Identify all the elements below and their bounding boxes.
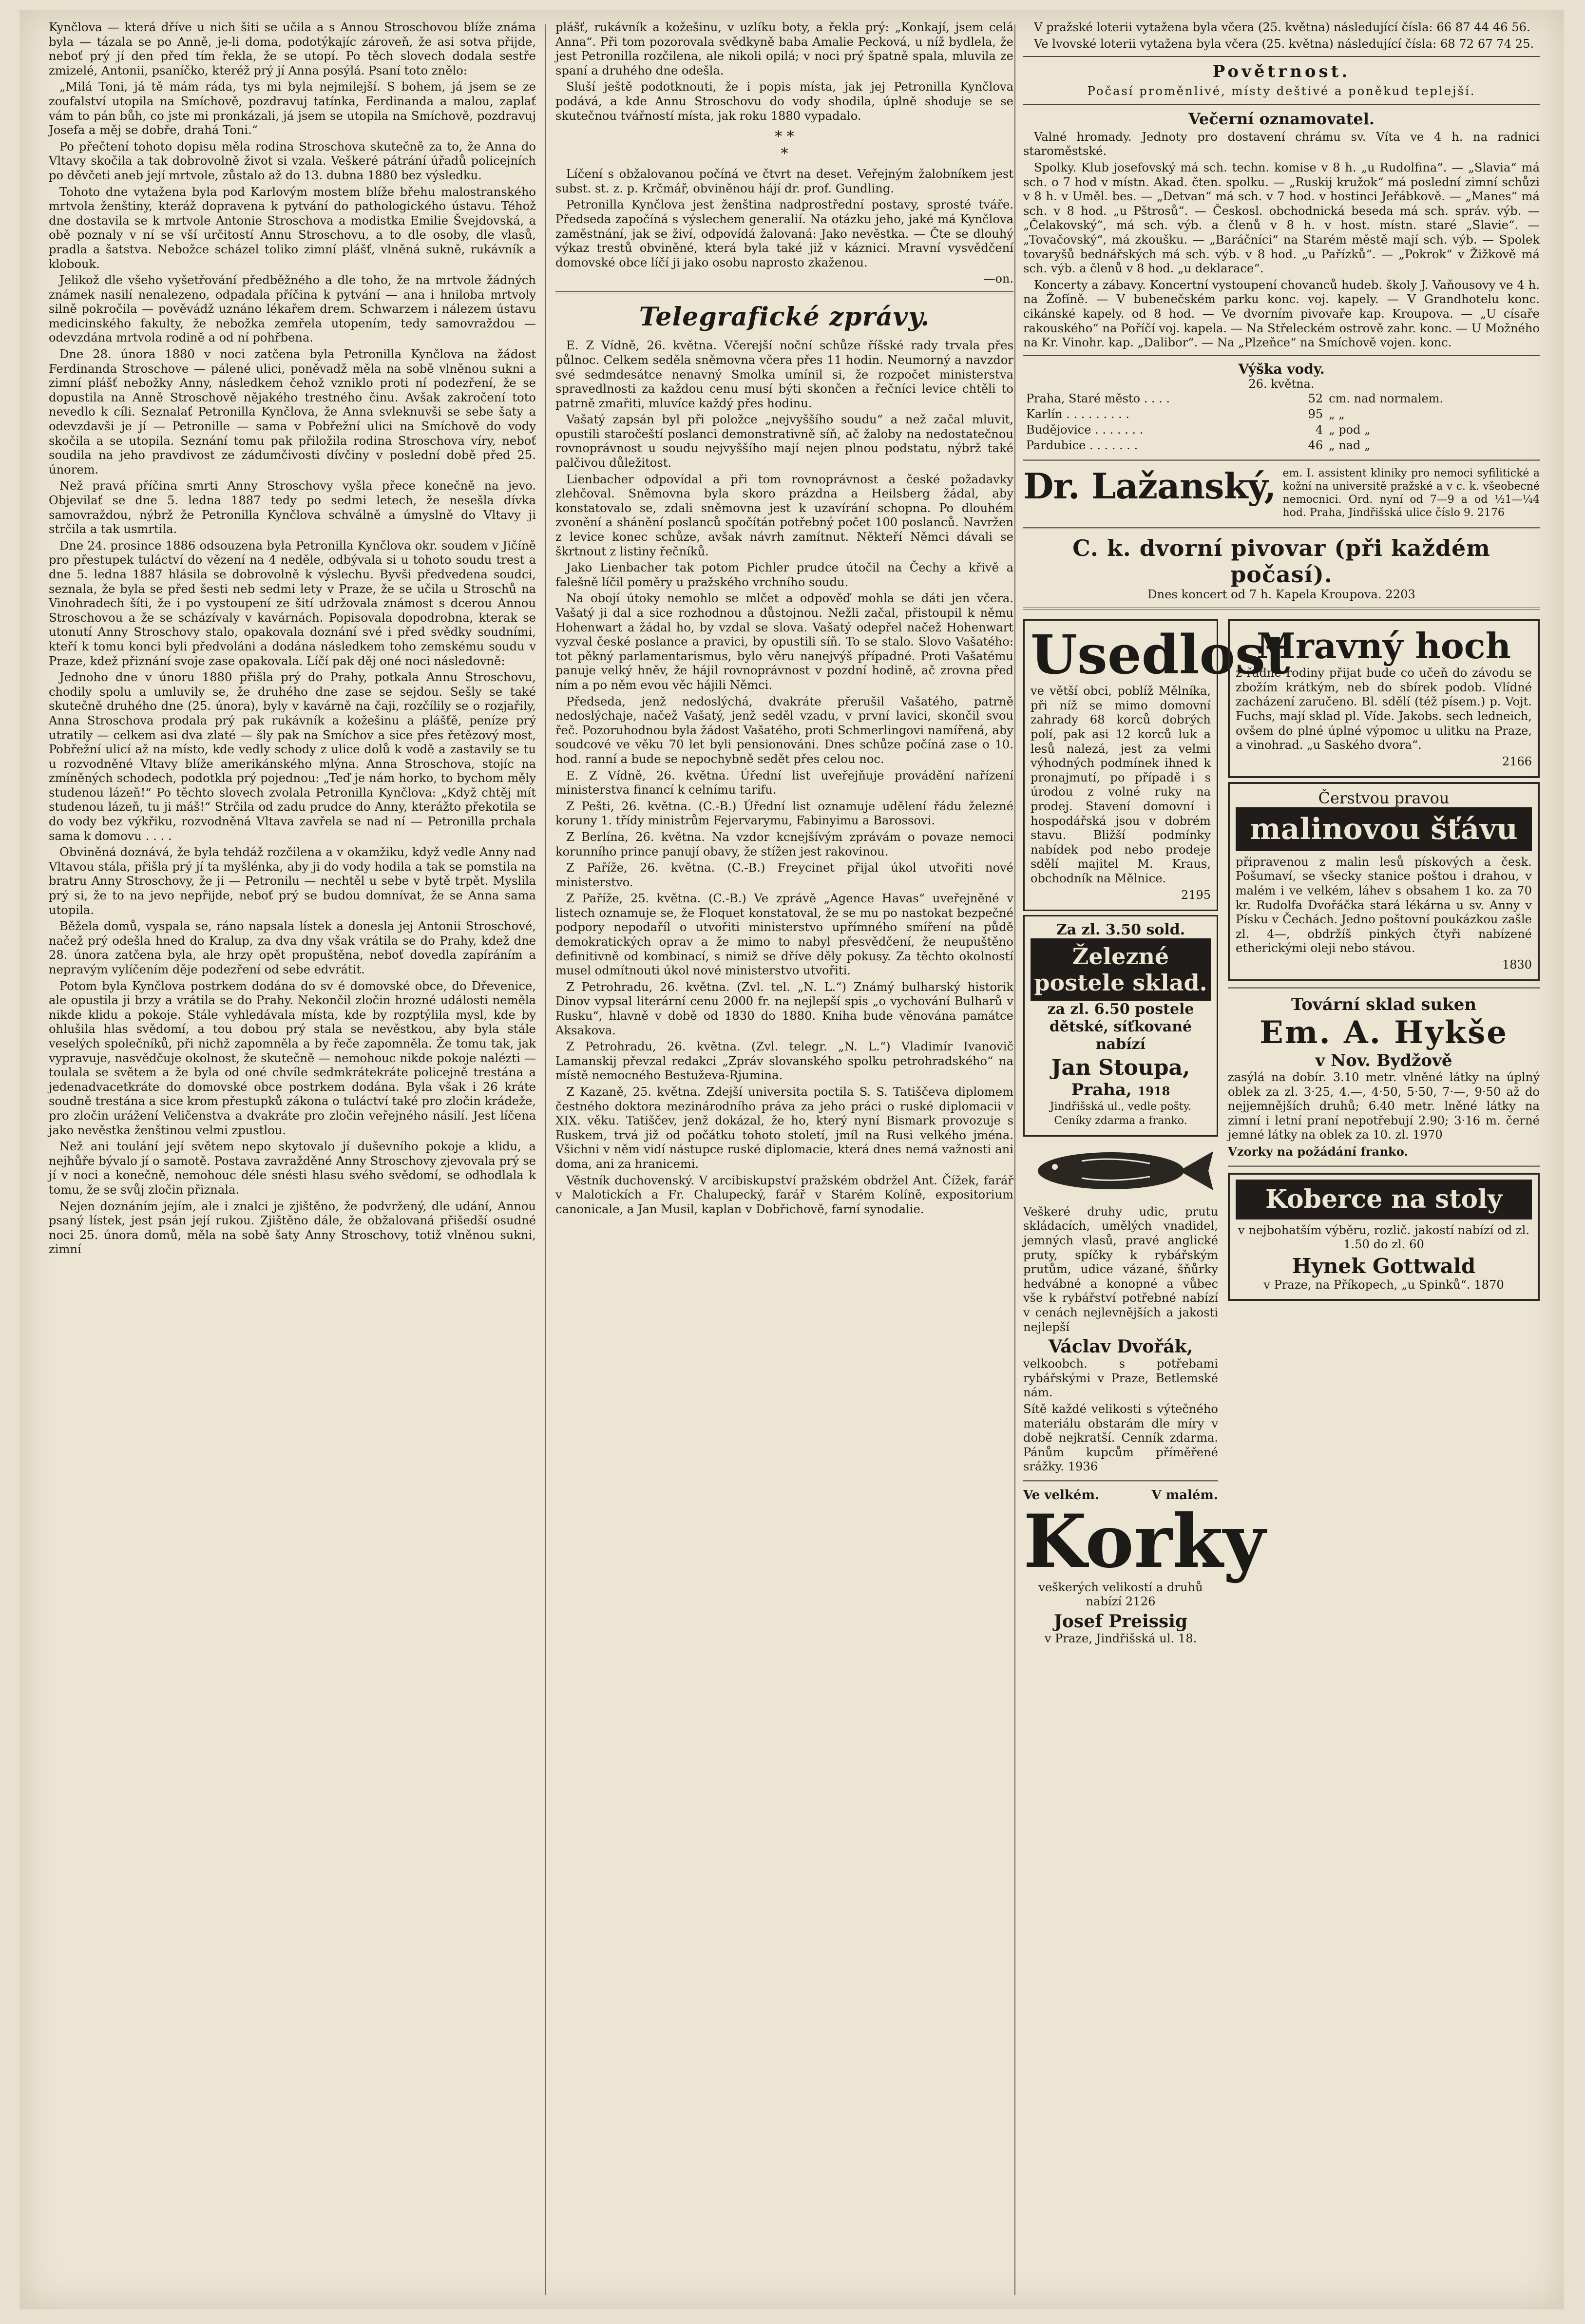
article-paragraph: Obviněná doznává, že byla tehdáž rozčilena a v okamžiku, když vedle Anny nad Vltavou stála, přišla prý jí ta myšlénka, aby ji do vody hodila a tak se pomstila na bratru Anny Stroschovy, že ji — Petronilu — nechtěl u sebe v bytě trpět. Myslila prý si, že to na jevo nepřijde, neboť prý se budou domnívat, že se Anna sama utopila. <box>49 845 536 917</box>
water-level-cell: 95 <box>1308 407 1323 421</box>
ad-sukna-name: Em. A. Hykše <box>1259 1014 1509 1051</box>
article-paragraph: Petronilla Kynčlova jest ženština nadprostřední postavy, sprosté tváře. Předseda započíná s výslechem generalií. Na otázku jeho, jaké má Kynčlova zaměstnání, jak se živí, odpovídá žalovaná: Jako nevěstka. — Čte se dlouhý výkaz trestů obviněné, která byla také již v káznici. Mravní vysvědčení domovské obce líčí ji jako osobu naprosto zkaženou. <box>555 198 1013 269</box>
ads-subcolumn-right <box>1228 615 1540 1305</box>
water-level-cell: 52 <box>1308 391 1323 405</box>
column-left <box>49 20 536 1259</box>
ad-postele-address: Jindřišská ul., vedle pošty. Ceníky zdarma a franko. <box>1050 1100 1192 1127</box>
ad-koberce-text: v nejbohatším výběru, rozlič. jakostí nabízí od zl. 1.50 do zl. 60 <box>1238 1223 1530 1252</box>
notice-paragraph: Koncerty a zábavy. Koncertní vystoupení chovanců hudeb. školy J. Vaňousovy ve 4 h. na Žofíně. — V bubenečském parku konc. voj. kapely. — V Grandhotelu konc. cikánské kapely. od 8 hod. — Ve dvorním pivovaře kap. Kroupova. — „U císaře rakouského“ na Poříčí voj. kapela. — Na Střeleckém ostrově zahr. konc. — U Možného na Kr. Vinohr. kap. „Dalibor“. — Na „Plzeňce“ na Smíchově vojen. konc. <box>1023 278 1540 350</box>
telegram-paragraph: Z Petrohradu, 26. května. (Zvl. tel. „N. L.“) Známý bulharský historik Dinov vypsal literární cenu 2000 fr. na nejlepší spis „o vychování Bulharů v Rusku“, hlavně v době od 1830 do 1880. Kniha bude věnována památce Aksakova. <box>555 980 1013 1037</box>
ad-postele-text: za zl. 6.50 postele dětské, síťkované nabízí <box>1047 1000 1194 1053</box>
divider <box>1023 608 1540 610</box>
article-paragraph: plášť, rukávník a kožešinu, v uzlíku boty, a řekla prý: „Konkají, jsem celá Anna“. Při tom pozorovala svědkyně baba Amalie Pecková, u níž bydlela, že jest Petronilla rozčilena, ale nikoli opilá; v noci prý špatně spala, mluvila ze spaní a druhého dne odešla. <box>555 20 1013 77</box>
ad-koberce-title: Koberce na stoly <box>1236 1180 1532 1219</box>
water-level-cell: Budějovice . . . . . . . <box>1026 422 1144 437</box>
ad-sukna-city: v Nov. Bydžově <box>1315 1051 1452 1070</box>
weather-text: Počasí proměnlivé, místy deštivé a poněkud teplejší. <box>1087 84 1476 98</box>
evening-notices-title: Večerní oznamovatel. <box>1188 109 1375 128</box>
water-level-cell: Karlín . . . . . . . . . <box>1026 407 1129 421</box>
ad-usedlost <box>1023 619 1290 911</box>
telegram-paragraph: E. Z Vídně, 26. května. Úřední list uveřejňuje provádění nařízení ministerstva financí k celnímu tarifu. <box>555 768 1013 797</box>
divider <box>1023 1480 1218 1482</box>
ad-hoch-title: Mravný hoch <box>1257 625 1511 667</box>
ad-korky-text: veškerých velikostí a druhů nabízí 2126 <box>1038 1580 1203 1609</box>
evening-notices <box>1023 130 1540 350</box>
divider <box>1023 56 1540 57</box>
ad-stava-text: připravenou z malin lesů pískových a česk. Pošumaví, se všecky stanice poštou i drahou, v malém i ve velkém, láhev s obsahem 1 ko. za 70 kr. Rudolfa Dvořáčka stará lékárna u sv. Anny v Písku v Čechách. Jedno poštovní poukázkou zašle zl. 4—, obdržíš pinkých čtyři nabízené etherickými oleji nebo stávou. <box>1236 855 1532 955</box>
telegram-paragraph: Z Pešti, 26. května. (C.-B.) Úřední list oznamuje udělení řádu železné koruny 1. třídy ministrům Fejervarymu, Fabinyimu a Barossovi. <box>555 799 1013 828</box>
ads-grid <box>1023 615 1540 2077</box>
ad-udice-name: Václav Dvořák, <box>1048 1336 1193 1357</box>
ad-sukna-text: zasýlá na dobír. 3.10 metr. vlněné látky na úplný oblek za zl. 3·25, 4.—, 4·50, 5·50, 7·—, 9·50 až do nejjemnějších druhů; 6.40 metr. lněné látky na zimní i letní praní nepotřebují 2.90; 3·16 m. černé jemné látky na oblek za 10. zl. 1970 <box>1228 1070 1540 1142</box>
article-paragraph: Po přečtení tohoto dopisu měla rodina Stroschova skutečně za to, že Anna do Vltavy skočila a tak dobrovolně život si vzala. Veškeré pátrání úřadů policejních po děvčeti aneb její mrtvole, zůstalo až do 13. dubna 1880 bez výsledku. <box>49 139 536 182</box>
notice-paragraph: Spolky. Klub josefovský má sch. techn. komise v 8 h. „u Rudolfina“. — „Slavia“ má sch. o 7 hod v místn. Akad. čten. spolku. — „Ruskij kružok“ má poslední zimní schůzi v 8 h. v Uměl. bes. — „Detvan“ má sch. v 7 hod. v hostinci Jeřábkově. — „Manes“ má sch. v 8 hod. „u Pštrosů“. — Českosl. obchodnická beseda má sch. správ. výb. — „Čelakovský“, má sch. výb. a členů v 8 h. v host. místn. staré „Slavie“. — „Tovačovský“, má zkoušku. — „Baráčníci“ na Starém městě mají sch. výb. — Spolek tovaryšů bednářských má sch. výb. v 8 hod. „u Pařízků“. — „Pokrok“ v Žižkově má sch. výb. a členů v 8 hod. „u deklarace“. <box>1023 160 1540 276</box>
telegram-paragraph: Z Kazaně, 25. května. Zdejší universita poctila S. S. Tatiščeva diplomem čestného doktora mezinárodního práva za jeho práci o ruské diplomacii v XIX. věku. Tatiščev, jenž dokázal, že ho, který nyní Bismark provozuje s Ruskem, trvá již od počátku tohoto století, jmíl na Rusi velkého jména. Všichni v něm vidí nástupce ruské diplomacie, která dnes nemá važnosti ani doma, ani za hranicemi. <box>555 1085 1013 1171</box>
article-paragraph: Dne 24. prosince 1886 odsouzena byla Petronilla Kynčlova okr. soudem v Jičíně pro přestupek tuláctví do vězení na 4 neděle, odbývala si u tohoto soudu trest a dne 5. ledna 1887 hlásila se dobrovolně k výslechu. Byvši předvedena soudci, seznala, že byla se před šesti neb sedmi lety v Praze, že se učila u Stroschů na Vinohradech šíti, že i po vystoupení ze šití udržovala známost s dcerou Annou Stroschovou a že se scházívaly v kavárnách. Popisovala dopodrobna, kterak se utonutí Anny Stroschovy stalo, opakovala doznání své i před svědky soudními, kteří k tomu konci byli předvoláni a dodána následkem toho zemskému soudu v Praze, kdež přiznání svoje zase opakovala. Líčí pak děj oné noci následovně: <box>49 538 536 668</box>
telegram-paragraph: Z Paříže, 25. května. (C.-B.) Ve zprávě „Agence Havas“ uveřejněné v listech oznamuje se, že Floquet konstatoval, že se mu po nastokat bezpečné podpory nepodaříl o utvořiti ministerstvo upřímného smíření na půdě demokratických oprav a že mimo to nabyl přesvědčení, že neupuštěno definitivně od kombinací, s nimiž se dříve děly pokusy. Za těchto okolností musel odmítnouti úkol nové ministerstvo utvořiti. <box>555 892 1013 978</box>
divider <box>1023 104 1540 105</box>
ad-lazansky-name: Dr. Lažanský, <box>1023 465 1276 507</box>
article-paragraph: Dne 28. února 1880 v noci zatčena byla Petronilla Kynčlova na žádost Ferdinanda Stroschove — pálené ulici, poněvadž měla na sobě vlněnou sukni a zimní plášť nebožky Anny, následkem čehož vzniklo proti ní podezření, že se dopustila na Anně Stroschově nějakého trestného činu. Avšak zakročení toto nevedlo k cíli. Seznalať Petronilla Kynčlova, že Anna svleknuvši se sebe šaty a odevzdavši je jí — Petronille — sama v Pobřežní ulici na Smíchově do vody skočila a se utopila. Seznání tomu pak přiložila rodina Stroschova víry, neboť soudila na jeho pravdivost ze zádumčivosti dívčiny v poslední době před 25. únorem. <box>49 347 536 476</box>
ad-korky-title: Korky <box>1023 1498 1266 1584</box>
article-paragraph: Kynčlova — která dříve u nich šiti se učila a s Annou Stroschovou blíže známa byla — tázala se po Anně, je-li doma, podotýkajíc zároveň, že asi sotva přijde, neboť prý jí den před tím řekla, že se utopí. Po těch slovech dodala sestře zmizelé, Antonii, psaníčko, kteréž prý jí Anna posýlá. Psaní toto znělo: <box>49 20 536 77</box>
section-stars: * * * <box>775 128 794 163</box>
water-level-table <box>1023 391 1540 453</box>
article-paragraph: Líčení s obžalovanou počíná ve čtvrt na deset. Veřejným žalobníkem jest subst. st. z. p. Krčmář, obviněnou hájí dr. prof. Gundling. <box>555 167 1013 195</box>
telegram-paragraph: Z Berlína, 26. května. Na vzdor kcnejšívým zprávám o povaze nemoci korunního prince panují obavy, že stížen jest rakovinou. <box>555 830 1013 858</box>
water-level-row <box>1023 438 1540 453</box>
telegram-paragraph: Jako Lienbacher tak potom Pichler prudce útočil na Čechy a křivě a falešně líčil poměry u pražského vrchního soudu. <box>555 561 1013 589</box>
water-level-cell: „ nad „ <box>1329 438 1371 452</box>
divider <box>555 291 1013 293</box>
ad-usedlost-num: 2195 <box>1181 888 1211 902</box>
fish-icon <box>1023 1142 1218 1200</box>
telegrams <box>555 339 1013 1217</box>
ad-hoch-text: z řádné rodiny přijat bude co učeň do závodu se zbožím krátkým, neb do sbírek podob. Vlídné zacházení zaručeno. Bl. sdělí (též písem.) p. Vojt. Fuchs, mají sklad pl. Víde. Jakobs. sech ledneich, ovšem do plné úplné výpomoc u ulitku na Praze, a vinohrad. „u Saského dvora“. <box>1236 666 1532 752</box>
trial-report <box>555 167 1013 270</box>
notice-paragraph: Valné hromady. Jednoty pro dostavení chrámu sv. Víta ve 4 h. na radnici staroměstské. <box>1023 130 1540 158</box>
ad-postele-title: Železné postele sklad. <box>1031 938 1211 1001</box>
ad-postele-city: Praha, 1918 <box>1071 1080 1170 1100</box>
ad-postele-name: Jan Stoupa, <box>1051 1055 1190 1080</box>
ad-lazansky <box>1023 467 1540 521</box>
lottery-paragraph: Ve lvovské loterii vytažena byla včera (25. května) následující čísla: 68 72 67 74 25. <box>1034 37 1534 51</box>
article-paragraph: Než ani toulání její světem nepo skytovalo jí duševního pokoje a klidu, a nejhůře bývalo jí o samotě. Postava zavražděné Anny Stroschovy zjevovala prý se jí v noci a konečně, nemohouc déle snésti hlasu svého svědomí, se odhodlala k tomu, že se svůj zločin přiznala. <box>49 1140 536 1197</box>
divider <box>1228 1165 1540 1167</box>
ad-koberce-name: Hynek Gottwald <box>1292 1254 1476 1278</box>
water-level-row <box>1023 406 1540 422</box>
article-paragraph: Sluší ještě podotknouti, že i popis místa, jak jej Petronilla Kynčlova podává, a kde Annu Stroschovu do vody shodila, úplně shoduje se se skutečnou tvářností místa, jak roku 1880 vypadalo. <box>555 80 1013 123</box>
telegram-paragraph: Na obojí útoky nemohlo se mlčet a odpověď mohla se dáti jen včera. Vašatý ji dal a sice rozhodnou a důstojnou. Nežli začal, přistoupil k němu Hohenwart a žádal ho, by vzdal se slova. Vašatý odepřel načež Hohenwart vyzval české poslance a pravici, by opustili síň. To se stalo. Slovo Vašatého: tot pěkný parlamentarismus, bylo věru nanejvýš případné. Proti Vašatému panuje velký hněv, že hájil rovnoprávnost v pozdní hodině, ač zrovna před ním a po něm evou věc hájili Němci. <box>555 591 1013 692</box>
ad-korky-header: Ve velkém. V malém. <box>1023 1487 1218 1503</box>
column-rule <box>545 24 546 2295</box>
ad-stava-num: 1830 <box>1502 958 1532 972</box>
water-level-cell: „ pod „ <box>1329 422 1371 437</box>
ad-korky-address: v Praze, Jindřišská ul. 18. <box>1044 1632 1197 1646</box>
ad-lazansky-text: em. I. assistent kliniky pro nemoci syfilitické a kožní na universitě pražské a v c. k. všeobecné nemocnici. Ord. nyní od 7—9 a od ½1—¼4 hod. Praha, Jindřišská ulice číslo 9. 2176 <box>1282 467 1540 519</box>
water-level-row <box>1023 391 1540 406</box>
article-paragraph: „Milá Toni, já tě mám ráda, tys mi byla nejmilejší. S bohem, já jsem se ze zoufalství utopila na Smíchově, pozdravuj tatínka, Ferdinanda a malou, zaplať vám to pán bůh, co jste mi pronkázali, já jsem se utopila na Smíchově, pozdravuj Josefa a měj se dobře, drahá Toni.“ <box>49 80 536 137</box>
water-level-cell: „ „ <box>1329 407 1345 421</box>
ad-hoch <box>1228 619 1540 778</box>
lottery-paragraph: V pražské loterii vytažena byla včera (25. května) následující čísla: 66 87 44 46 56. <box>1034 20 1530 34</box>
article-paragraph: Tohoto dne vytažena byla pod Karlovým mostem blíže břehu malostranského mrtvola ženštiny, kteráž dopravena k pytvání do pathologického ústavu. Téhož dne dostavila se k mrtvole Antonie Stroschova a modistka Emilie Švejdovská, a obě poznaly v ní se vší určitostí Annu Stroschovu, a to dle osoby, dle vlasů, pradla a šatstva. Nebožce scházel toliko zimní plášť, vlněná sukně, rukávník a klobouk. <box>49 185 536 271</box>
article-paragraph: Běžela domů, vyspala se, ráno napsala lístek a donesla jej Antonii Stroschové, načež prý odešla hned do Kralup, za dva dny však vrátila se do Prahy, kdež dne 28. února zatčena byla, ale hrzy opět propuštěna, neboť dovedla zapíráním a nepravým vylíčením děje podezření od sebe edvrátit. <box>49 919 536 976</box>
lottery-results <box>1023 20 1540 51</box>
divider <box>1023 355 1540 356</box>
telegram-paragraph: Předseda, jenž nedoslýchá, dvakráte přerušil Vašatého, patrně nedoslýchaje, načež Vašatý, jenž seděl vzadu, v první lavici, skončil svou řeč. Pozoruhodnou byla žádost Vašatého, proti Schmerlingovi namířená, aby soudcové ve věku 70 let byli pensionováni. Dnes schůze počíná zase o 10. hod. ranní a bude se nepochybně sedět přes celou noc. <box>555 694 1013 766</box>
newspaper-page <box>19 10 1564 2309</box>
article-continuation <box>555 20 1013 123</box>
article-paragraph: Než pravá příčina smrti Anny Stroschovy vyšla přece konečně na jevo. Objevilať se dne 5. ledna 1887 tedy po sedmi letech, že nesešla dívka samovraždou, nýbrž že Petronilla Kynčlova schválně a úmyslně do Vltavy ji strčila a tak usmrtila. <box>49 479 536 536</box>
ad-udice-text3: Sítě každé velikosti s výtečného materiálu obstarám dle míry v době nejkratší. Cenník zdarma. Pánům kupcům příměřené srážky. 1936 <box>1023 1402 1218 1474</box>
ad-pivovar-text: Dnes koncert od 7 h. Kapela Kroupova. 2203 <box>1147 587 1415 601</box>
water-level-cell: Pardubice . . . . . . . <box>1026 438 1138 452</box>
divider <box>1023 459 1540 461</box>
telegram-paragraph: Z Petrohradu, 26. května. (Zvl. telegr. „N. L.“) Vladimír Ivanovič Lamanskij převzal redakci „Zpráv slovanského spolku petrohradského“ na místě nemocného Bestuževa-Rjumina. <box>555 1040 1013 1083</box>
telegram-paragraph: Z Paříže, 26. května. (C.-B.) Freycinet přijal úkol utvořiti nové ministerstvo. <box>555 861 1013 889</box>
column-middle <box>555 20 1013 1219</box>
ad-udice-text2: velkoobch. s potřebami rybářskými v Praze, Betlemské nám. <box>1023 1357 1218 1400</box>
column-right <box>1023 20 1540 2077</box>
article-paragraph: Jednoho dne v únoru 1880 přišla prý do Prahy, potkala Annu Stroschovu, chodily spolu a umluvily se, že druhého dne zase se sejdou. Sešly se také skutečně druhého dne (25. února), byly v kavárně na čaji, rozčílily se o rozjařily, Anna Stroschova prodala prý pak rukávník a kožešinu a plášťě, peníze prý utratily — celkem asi dva zlaté — šly pak na Smíchov a sice přes řetězový most, Pobřežní ulicí až na místo, kde vedly schody z ulice dolů k vodě a zastavily se tu u rozvodněné Vltavy blíže amerikánského mlýna. Anna Stroschova, stojíc na zmíněných schodech, podotkla prý pojednou: „Teď je nám horko, to bychom měly studenou lázeň!“ Po těchto slovech zvolala Petronilla Kynčlova: „Když chtěj mít studenou lázeň, tu ji máš!“ Strčila od zadu prudce do Anny, kterážto překotila se do vody bez výkřiku, rozvodněná Vltava zavřela se nad ní — Petronilla prchala sama k domovu . . . . <box>49 670 536 843</box>
telegram-paragraph: Věstník duchovenský. V arcibiskupství pražském obdržel Ant. Čížek, farář v Malotickích a Fr. Chalupecký, farář v Starém Kolíně, expositorium canonicale, a Jan Musil, kaplan v Dobřichově, farní synodalie. <box>555 1173 1013 1216</box>
article-paragraph: Potom byla Kynčlova postrkem dodána do sv é domovské obce, do Dřevenice, ale opustila ji brzy a vrátila se do Prahy. Nekončil zločin hrozné události neměla nikde klidu a pokoje. Stále vyhledávala místa, kde by rozptýlila mysl, kde by ohlušila hlas svědomí, a tou dobou prý stala se nevěstkou, aby byla stále veselých společníků, při nichž zapomněla a by řeče zapomněla. Že tomu tak, jak vypravuje, nasvědčuje okolnost, že skutečně — nemohouc nikde pokoje nalézti — toulala se světem a že byla od oné chvíle sedmkrátekráte policejně trestána a jedenadvacetkráte do domovské obce postrkem dodána. Byla však i 26 kráte soudně trestána a sice krom přestupků zákona o tuláctví také pro zločin krádeže, pro zločin urážení Veličenstva a dvakráte pro zločin veřejného násilí. Jest líčena jako nevěstka ženštinou velmi zpustlou. <box>49 979 536 1137</box>
weather-title: Povětrnost. <box>1212 62 1351 82</box>
ad-korky-name: Josef Preissig <box>1053 1611 1188 1632</box>
divider <box>1023 527 1540 529</box>
column-rule <box>1014 24 1015 2295</box>
water-level-cell: 46 <box>1308 438 1323 452</box>
ad-hoch-num: 2166 <box>1502 754 1532 768</box>
ad-postele <box>1023 915 1218 1137</box>
ad-sukna-title: Tovární sklad suken <box>1291 995 1477 1014</box>
telegram-paragraph: Lienbacher odpovídal a při tom rovnoprávnost a české požadavky zlehčoval. Sněmovna byla skoro prázdna a Heilsberg žádal, aby konstatovalo se, zdali sněmovna jest k uzavírání schopna. Po dlouhém zvonění a shánění poslanců spočítán potřebný počet 100 poslanců. Navržen z levice konec schůze, avšak návrh zamítnut. Někteří Němci dávali se škrtnout z listiny řečníků. <box>555 472 1013 558</box>
section-title-telegraficke: Telegrafické zprávy. <box>639 302 930 332</box>
water-level-date: 26. května. <box>1248 377 1315 391</box>
ad-stava-title: malinovou šťávu <box>1236 807 1532 851</box>
water-level-cell: cm. nad normalem. <box>1329 391 1444 405</box>
ad-stava <box>1228 782 1540 981</box>
telegram-paragraph: E. Z Vídně, 26. května. Včerejší noční schůze říšské rady trvala přes půlnoc. Celkem seděla sněmovna včera přes 11 hodin. Neumorný a navzdor své sedmdesátce nenavný Smolka umínil si, že rozpočet ministerstva spravedlnosti za každou cenu musí býti skončen a řečníci levice chtěli to patrně zmařiti, mluvíce každý přes hodinu. <box>555 339 1013 410</box>
ad-stava-intro: Čerstvou pravou <box>1318 788 1450 807</box>
article-paragraph: Nejen doznáním jejím, ale i znalci je zjištěno, že podvržený, dle udání, Annou psaný lístek, jest psán její rukou. Zjištěno dále, že obžalovaná přišedší osudné noci 25. února domů, měla na sobě šaty Anny Stroschovy, totiž vlněnou sukni, zimní <box>49 1199 536 1257</box>
ad-pivovar-title: C. k. dvorní pivovar (při každém počasí). <box>1072 534 1490 588</box>
ads-subcolumn-left <box>1023 615 1290 1648</box>
ad-postele-price: Za zl. 3.50 sold. <box>1056 921 1185 938</box>
water-level-cell: 4 <box>1315 422 1323 437</box>
water-level-row <box>1023 422 1540 438</box>
ad-koberce-address: v Praze, na Příkopech, „u Spinků“. 1870 <box>1263 1277 1504 1292</box>
telegram-paragraph: Vašatý zapsán byl při položce „nejvyššího soudu“ a než začal mluvit, opustili staročeští poslanci demonstrativně síň, ač žaloby na nedostatečnou rovnoprávnost u soudu nejvyššího mají nejen plnou podstatu, nýbrž také palčivou důležitost. <box>555 413 1013 470</box>
ad-usedlost-title: Usedlost <box>1031 623 1290 686</box>
ad-udice-text: Veškeré druhy udic, prutu skládacích, umělých vnadidel, jemných vlasů, pravé anglické pruty, spíčky k rybářským prutům, udice vázané, šňůrky hedvábné a konopné a vůbec vše k rybářství potřebné nabízí v cenách nejlevnějších a jakosti nejlepší <box>1023 1204 1218 1334</box>
water-level-title: Výška vody. <box>1238 361 1325 377</box>
article-paragraph: Jelikož dle všeho vyšetřování předběžného a dle toho, že na mrtvole žádných známek nasilí nenalezeno, odpadala příčina k pytvání — ana i hniloba mrtvoly silně pokročila — pověvádž uznáno lékařem drem. Schwarzem i nálezem ústavu medicinského fakulty, že nebožka zemřela utopením, tedy samovraždou — odevzdána mrtvola rodině a od ní pohřbena. <box>49 273 536 345</box>
divider <box>1228 987 1540 989</box>
signature: —on. <box>983 272 1013 286</box>
water-level-cell: Praha, Staré město . . . . <box>1026 391 1170 405</box>
ad-sukna-sub: Vzorky na požádání franko. <box>1228 1144 1408 1159</box>
ad-koberce <box>1228 1173 1540 1301</box>
ad-usedlost-text: ve větší obci, poblíž Mělníka, při níž se mimo domovní zahrady 68 korců dobrých polí, pak asi 12 korců luk a lesů nalezá, jest za velmi výhodných podmínek ihned k pronajmutí, po případě i s úrodou z volné ruky na prodej. Stavení domovní i hospodářská jsou v dobrém stavu. Bližší podmínky nabídek pod nebo prodeje sdělí majitel M. Kraus, obchodník na Mělnice. <box>1031 684 1211 885</box>
